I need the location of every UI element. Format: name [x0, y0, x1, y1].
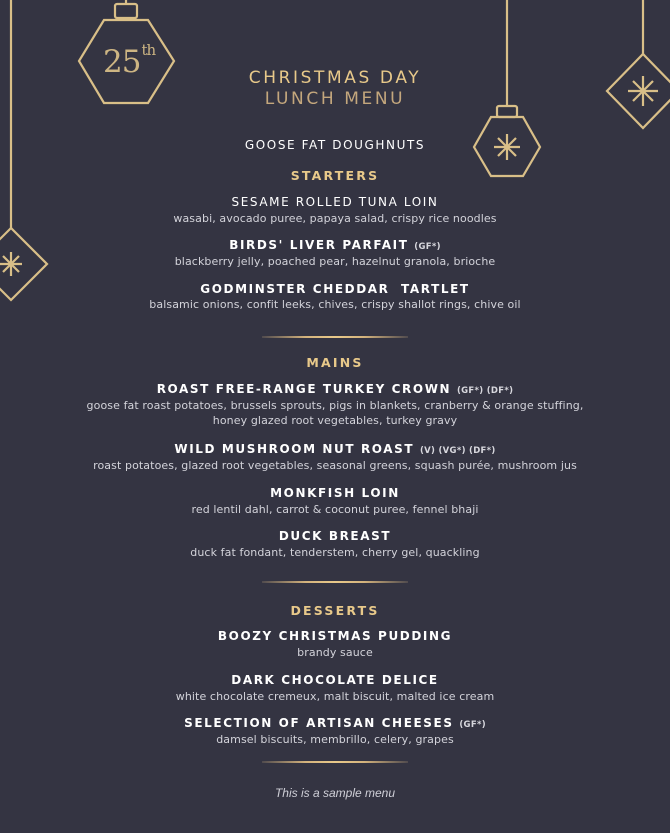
sample-menu-note: This is a sample menu: [274, 786, 396, 800]
menu-item: DARK CHOCOLATE DELICE white chocolate cremeux, malt biscuit, malted ice cream: [175, 673, 495, 703]
title-line-1: CHRISTMAS DAY: [248, 68, 422, 88]
mains-heading: MAINS: [306, 355, 364, 370]
menu-item: MONKFISH LOIN red lentil dahl, carrot & coconut puree, fennel bhaji: [191, 486, 479, 516]
menu-item: ROAST FREE-RANGE TURKEY CROWN (GF*) (DF*) goose fat roast potatoes, brussels sprouts, pigs in blankets, cranberry & orange stuffing, honey glazed root vegetables, turkey gravy: [86, 382, 584, 427]
menu-item: DUCK BREAST duck fat fondant, tenderstem, cherry gel, quackling: [190, 529, 480, 559]
desserts-heading: DESSERTS: [290, 603, 380, 618]
amuse-bouche: GOOSE FAT DOUGHNUTS: [244, 138, 426, 152]
title-line-2: LUNCH MENU: [264, 89, 406, 109]
menu-item: BOOZY CHRISTMAS PUDDING brandy sauce: [217, 629, 453, 659]
menu-item: GODMINSTER CHEDDAR TARTLET balsamic onions, confit leeks, chives, crispy shallot rings, chive oil: [149, 282, 521, 311]
menu-item: SELECTION OF ARTISAN CHEESES (GF*) damsel biscuits, membrillo, celery, grapes: [184, 716, 486, 746]
menu-item: WILD MUSHROOM NUT ROAST (V) (VG*) (DF*) roast potatoes, glazed root vegetables, seasonal greens, squash purée, mushroom jus: [93, 442, 577, 472]
divider: [262, 581, 408, 583]
date-badge: 25th: [103, 40, 156, 80]
menu-item: SESAME ROLLED TUNA LOIN wasabi, avocado puree, papaya salad, crispy rice noodles: [173, 195, 497, 225]
starters-heading: STARTERS: [290, 168, 380, 183]
divider: [262, 761, 408, 763]
menu-title: [0, 68, 670, 110]
menu-item: BIRDS' LIVER PARFAIT (GF*) blackberry jelly, poached pear, hazelnut granola, brioche: [174, 238, 496, 268]
divider: [262, 336, 408, 338]
